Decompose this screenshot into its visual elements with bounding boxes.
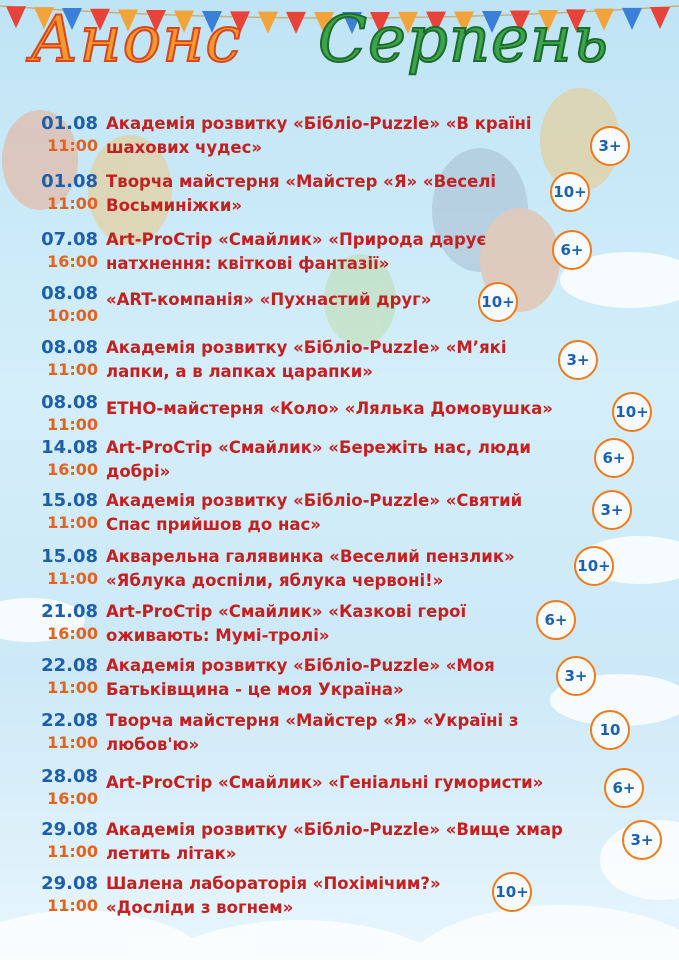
age-badge: 10 (590, 710, 630, 750)
event-title-line1: Академія розвитку «Бібліо-Puzzle» «Вище хмар (106, 820, 563, 839)
event-date: 15.08 (41, 490, 98, 511)
event-title-line2: Восьминіжки» (106, 196, 243, 215)
bunting-flag (622, 8, 642, 30)
event-title-line1: Art-ProСтір «Смайлик» «Природа дарує (106, 230, 487, 249)
event-row (0, 820, 679, 872)
event-title-line1: Акварельна галявинка «Веселий пензлик» (106, 547, 515, 566)
event-date: 21.08 (41, 601, 98, 622)
age-badge: 3+ (622, 820, 662, 860)
event-title-line2: лапки, а в лапках царапки» (106, 362, 373, 381)
event-title-line1: Академія розвитку «Бібліо-Puzzle» «Моя (106, 656, 495, 675)
event-time: 11:00 (47, 678, 98, 697)
event-title-line1: Творча майстерня «Майстер «Я» «Веселі (106, 172, 497, 191)
event-date: 22.08 (41, 655, 98, 676)
event-date: 22.08 (41, 710, 98, 731)
event-title-line1: Art-ProСтір «Смайлик» «Бережіть нас, люди (106, 438, 531, 457)
event-row (0, 547, 679, 599)
event-time: 16:00 (47, 252, 98, 271)
event-time: 16:00 (47, 789, 98, 808)
age-badge: 10+ (550, 172, 590, 212)
event-time: 11:00 (47, 733, 98, 752)
event-title-line2: летить літак» (106, 844, 237, 863)
age-badge: 10+ (574, 546, 614, 586)
age-badge: 10+ (492, 872, 532, 912)
event-title-line1: Шалена лабораторія «Похімічим?» (106, 874, 441, 893)
title-month: Серпень (318, 3, 609, 77)
event-row (0, 711, 679, 763)
event-row (0, 284, 679, 336)
event-row (0, 172, 679, 224)
age-badge: 3+ (590, 126, 630, 166)
event-title-line1: Art-ProСтір «Смайлик» «Казкові герої (106, 602, 467, 621)
event-date: 01.08 (41, 113, 98, 134)
event-time: 11:00 (47, 569, 98, 588)
bunting-flag (258, 12, 278, 34)
event-title-line1: «ART-компанія» «Пухнастий друг» (106, 290, 432, 309)
event-row (0, 338, 679, 390)
event-date: 29.08 (41, 873, 98, 894)
event-date: 15.08 (41, 546, 98, 567)
event-time: 11:00 (47, 896, 98, 915)
age-badge: 6+ (536, 600, 576, 640)
event-title-line2: оживають: Мумі-тролі» (106, 626, 330, 645)
event-time: 11:00 (47, 360, 98, 379)
event-title-line2: натхнення: квіткові фантазії» (106, 254, 390, 273)
bunting-flag (286, 12, 306, 34)
event-date: 29.08 (41, 819, 98, 840)
event-title-line1: Академія розвитку «Бібліо-Puzzle» «В країні (106, 114, 532, 133)
event-time: 11:00 (47, 842, 98, 861)
event-row (0, 767, 679, 819)
bunting-flag (6, 6, 26, 28)
event-time: 11:00 (47, 513, 98, 532)
event-row (0, 230, 679, 282)
age-badge: 10+ (478, 282, 518, 322)
age-badge: 3+ (556, 656, 596, 696)
event-title-line2: «Яблука доспіли, яблука червоні!» (106, 571, 444, 590)
age-badge: 6+ (594, 438, 634, 478)
event-time: 16:00 (47, 624, 98, 643)
age-badge: 3+ (558, 340, 598, 380)
event-row (0, 438, 679, 490)
event-time: 16:00 (47, 460, 98, 479)
event-row (0, 602, 679, 654)
event-date: 01.08 (41, 171, 98, 192)
event-row (0, 114, 679, 166)
event-row (0, 874, 679, 926)
event-title-line2: добрі» (106, 462, 171, 481)
bunting-flag (650, 7, 670, 29)
event-date: 08.08 (41, 283, 98, 304)
event-date: 08.08 (41, 337, 98, 358)
title-announcement: Анонс (30, 3, 243, 77)
event-title-line2: шахових чудес» (106, 138, 263, 157)
age-badge: 6+ (552, 230, 592, 270)
event-row (0, 491, 679, 543)
age-badge: 3+ (592, 490, 632, 530)
event-title-line2: Спас прийшов до нас» (106, 515, 321, 534)
event-date: 14.08 (41, 437, 98, 458)
event-time: 10:00 (47, 306, 98, 325)
age-badge: 10+ (612, 392, 652, 432)
event-title-line1: Академія розвитку «Бібліо-Puzzle» «М’які (106, 338, 507, 357)
event-date: 07.08 (41, 229, 98, 250)
event-title-line2: Батьківщина - це моя Україна» (106, 680, 404, 699)
event-time: 11:00 (47, 136, 98, 155)
event-title-line1: ЕТНО-майстерня «Коло» «Лялька Домовушка» (106, 399, 553, 418)
event-row (0, 656, 679, 708)
event-title-line1: Творча майстерня «Майстер «Я» «Україні з (106, 711, 519, 730)
event-title-line1: Art-ProСтір «Смайлик» «Геніальні гумористи» (106, 773, 544, 792)
event-time: 11:00 (47, 415, 98, 434)
age-badge: 6+ (604, 768, 644, 808)
event-title-line2: любов'ю» (106, 735, 200, 754)
event-date: 28.08 (41, 766, 98, 787)
event-time: 11:00 (47, 194, 98, 213)
event-title-line1: Академія розвитку «Бібліо-Puzzle» «Святий (106, 491, 523, 510)
event-title-line2: «Досліди з вогнем» (106, 898, 294, 917)
event-date: 08.08 (41, 392, 98, 413)
